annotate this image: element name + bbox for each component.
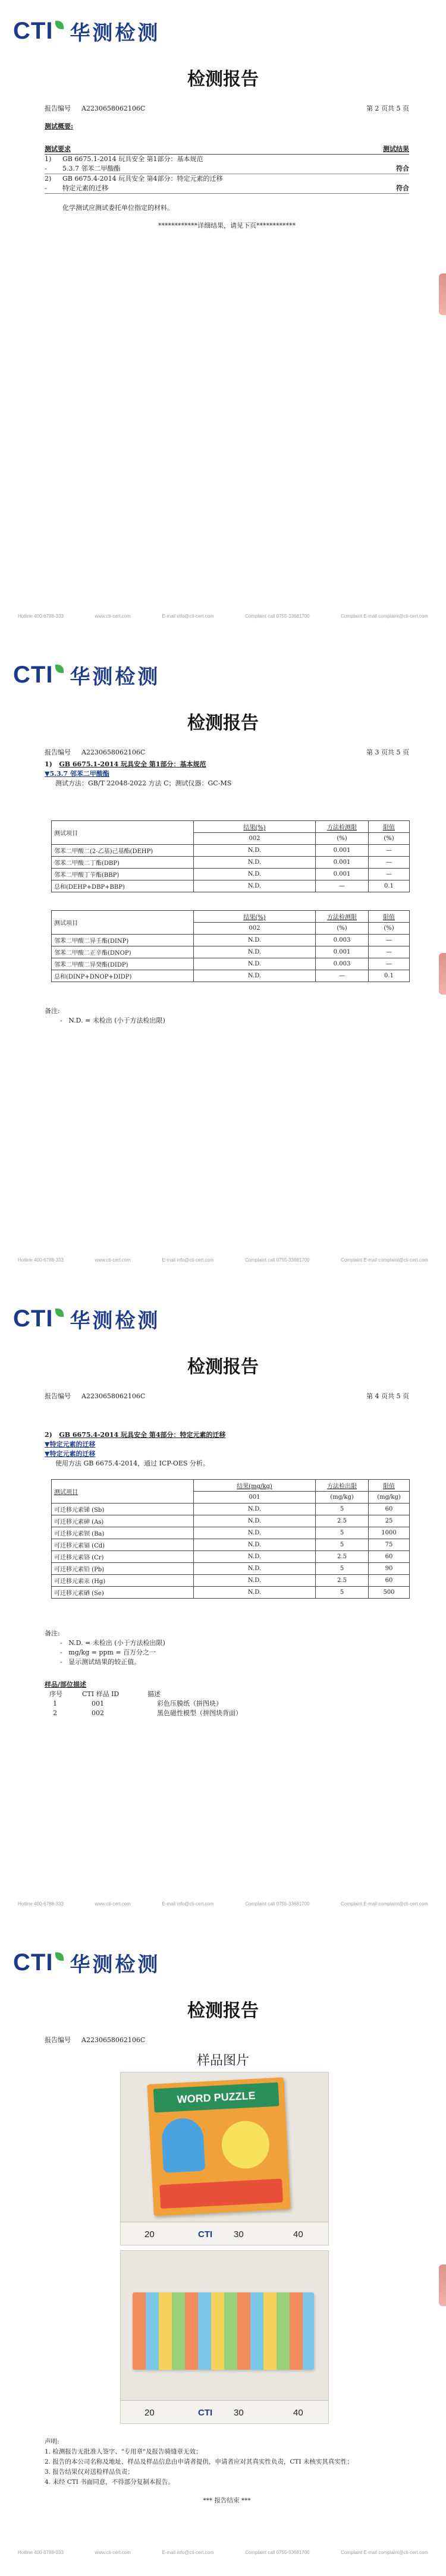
row-result bbox=[373, 174, 409, 184]
report-no: A2230658062106C bbox=[81, 2036, 146, 2044]
ruler-mark: 20 bbox=[145, 2229, 155, 2240]
cell-mdl: 5 bbox=[316, 1587, 369, 1599]
col-limit-unit: (mg/kg) bbox=[369, 1492, 410, 1504]
details-line: ************详细结果，请见下页************ bbox=[158, 222, 296, 229]
col-limit-unit: (%) bbox=[369, 833, 410, 845]
seal-stamp bbox=[439, 953, 446, 995]
ruler-mark: 40 bbox=[293, 2229, 303, 2240]
test-method: 使用方法 GB 6675.4-2014，通过 ICP-OES 分析。 bbox=[55, 1460, 209, 1467]
ruler bbox=[121, 2400, 328, 2423]
ruler-mark: 30 bbox=[234, 2408, 244, 2418]
summary-row bbox=[45, 184, 409, 194]
brand-logo bbox=[13, 1304, 160, 1333]
cell-mdl: 0.003 bbox=[316, 958, 369, 970]
section-no: 2) bbox=[45, 1431, 52, 1439]
table-row bbox=[52, 1563, 410, 1575]
report-meta bbox=[45, 103, 409, 113]
cell-item: 可迁移元素镉 (Cd) bbox=[52, 1539, 194, 1551]
remark-label: 备注: bbox=[45, 1007, 60, 1015]
footer-email: E-mail info@cti-cert.com bbox=[162, 2550, 214, 2555]
report-no: A2230658062106C bbox=[81, 748, 146, 756]
cell-limit: 90 bbox=[369, 1563, 410, 1575]
sub-title: ▼5.3.7 邻苯二甲酸酯 bbox=[45, 770, 109, 778]
col-sample: 002 bbox=[194, 923, 316, 935]
cell-result: N.D. bbox=[194, 1539, 316, 1551]
row-result bbox=[373, 155, 409, 164]
sample-id: 002 bbox=[92, 1709, 104, 1717]
logo-text: CTI bbox=[13, 1306, 54, 1332]
sub-title: ▼特定元素的迁移 bbox=[45, 1440, 96, 1448]
cell-mdl: 0.001 bbox=[316, 845, 369, 857]
cell-result: N.D. bbox=[194, 958, 316, 970]
report-page-3 bbox=[0, 644, 446, 1288]
report-page-2 bbox=[0, 0, 446, 644]
report-no-label: 报告编号 bbox=[45, 2036, 71, 2044]
cell-limit: 25 bbox=[369, 1515, 410, 1527]
cell-result: N.D. bbox=[194, 1587, 316, 1599]
cell-limit: 60 bbox=[369, 1504, 410, 1515]
cell-result: N.D. bbox=[194, 1515, 316, 1527]
page-number: 第 3 页共 5 页 bbox=[366, 748, 409, 756]
col-limit: 限值 bbox=[369, 1480, 410, 1492]
brand-name: 华测检测 bbox=[70, 1953, 161, 1977]
row-result: 符合 bbox=[396, 165, 409, 172]
leaf-icon bbox=[55, 1309, 64, 1317]
cell-mdl: 5 bbox=[316, 1539, 369, 1551]
cell-limit: — bbox=[369, 845, 410, 857]
section-title: GB 6675.4-2014 玩具安全 第4部分：特定元素的迁移 bbox=[59, 1431, 226, 1439]
table-row bbox=[52, 1575, 410, 1587]
footer-complaint-email: Complaint E-mail complaint@cti-cert.com bbox=[341, 1257, 428, 1263]
col-limit: 限值 bbox=[369, 821, 410, 833]
footer-complaint-call: Complaint call 0755-33681700 bbox=[245, 614, 310, 619]
footer-complaint-call: Complaint call 0755-33681700 bbox=[245, 1257, 310, 1263]
cell-result: N.D. bbox=[194, 946, 316, 958]
col-limit: 限值 bbox=[369, 911, 410, 923]
sample-no: 1 bbox=[53, 1700, 57, 1707]
cell-mdl: 0.001 bbox=[316, 946, 369, 958]
table-row bbox=[52, 946, 410, 958]
summary-heading: 测试概要: bbox=[45, 122, 74, 130]
sample-desc: 彩色压膜纸（拼图块） bbox=[157, 1700, 222, 1707]
report-no-label: 报告编号 bbox=[45, 748, 71, 756]
report-meta bbox=[45, 2035, 409, 2045]
table-row bbox=[52, 1587, 410, 1599]
col-sample: 002 bbox=[194, 833, 316, 845]
cell-mdl: 5 bbox=[316, 1527, 369, 1539]
footer-site: www.cti-cert.com bbox=[95, 614, 131, 619]
footer-email: E-mail info@cti-cert.com bbox=[162, 1257, 214, 1263]
cell-limit: 75 bbox=[369, 1539, 410, 1551]
table-row bbox=[52, 869, 410, 880]
report-meta bbox=[45, 1391, 409, 1401]
cell-mdl: 2.5 bbox=[316, 1551, 369, 1563]
section-no: 1) bbox=[45, 760, 52, 768]
cell-item: 可迁移元素锑 (Sb) bbox=[52, 1504, 194, 1515]
cell-limit: 0.1 bbox=[369, 970, 410, 982]
footer-hotline: Hotline 400-6788-333 bbox=[18, 2550, 64, 2555]
footer-complaint-call: Complaint call 0755-33681700 bbox=[245, 1901, 310, 1907]
cell-item: 邻苯二甲酸二丁酯(DBP) bbox=[52, 857, 194, 869]
cell-mdl: 2.5 bbox=[316, 1515, 369, 1527]
cell-item: 邻苯二甲酸丁苄酯(BBP) bbox=[52, 869, 194, 880]
footer-email: E-mail info@cti-cert.com bbox=[162, 614, 214, 619]
row-text: GB 6675.1-2014 玩具安全 第1部分：基本规范 bbox=[62, 155, 203, 163]
ruler-mark: CTI bbox=[198, 2408, 213, 2418]
col-mdl-unit: (mg/kg) bbox=[316, 1492, 369, 1504]
puzzle-box-image bbox=[147, 2077, 290, 2216]
cell-mdl: 0.001 bbox=[316, 869, 369, 880]
element-section bbox=[45, 1430, 409, 1468]
cell-result: N.D. bbox=[194, 1527, 316, 1539]
col-sample: 001 bbox=[194, 1492, 316, 1504]
seal-stamp bbox=[439, 273, 446, 315]
cell-result: N.D. bbox=[194, 935, 316, 946]
summary-section bbox=[45, 122, 409, 231]
col-id: CTI 样品 ID bbox=[82, 1690, 120, 1698]
cell-item: 可迁移元素砷 (As) bbox=[52, 1515, 194, 1527]
sample-header-row bbox=[45, 1690, 409, 1699]
footer-site: www.cti-cert.com bbox=[95, 2550, 131, 2555]
statement-line: 3. 报告结果仅对送检样品负责； bbox=[45, 2468, 134, 2476]
cell-limit: — bbox=[369, 869, 410, 880]
cell-result: N.D. bbox=[194, 857, 316, 869]
sample-id: 001 bbox=[92, 1700, 104, 1707]
cell-mdl: 5 bbox=[316, 1504, 369, 1515]
statement-line: 1. 检测报告无批准人签字、"专用章"及报告骑缝章无效； bbox=[45, 2448, 202, 2455]
row-no: 2) bbox=[45, 175, 52, 183]
report-no: A2230658062106C bbox=[81, 105, 146, 112]
cell-item: 可迁移元素硒 (Se) bbox=[52, 1587, 194, 1599]
ruler-mark: 30 bbox=[234, 2229, 244, 2240]
remark-text: N.D. = 未检出 (小于方法检出限) bbox=[68, 1639, 165, 1647]
logo-text: CTI bbox=[13, 1949, 54, 1976]
cell-result: N.D. bbox=[194, 880, 316, 892]
footer-hotline: Hotline 400-6788-333 bbox=[18, 1901, 64, 1907]
ruler bbox=[121, 2222, 328, 2245]
chemical-note: 化学测试应测试委托单位指定的材料。 bbox=[62, 204, 174, 212]
footer-complaint-call: Complaint call 0755-33681700 bbox=[245, 2550, 310, 2555]
cell-mdl: — bbox=[316, 970, 369, 982]
col-mdl: 方法检出限 bbox=[316, 1480, 369, 1492]
brand-logo bbox=[13, 17, 160, 46]
summary-row bbox=[45, 164, 409, 174]
cell-mdl: 2.5 bbox=[316, 1575, 369, 1587]
cell-item: 可迁移元素汞 (Hg) bbox=[52, 1575, 194, 1587]
cell-item: 可迁移元素钡 (Ba) bbox=[52, 1527, 194, 1539]
remark-text: 显示测试结果的较正值。 bbox=[68, 1658, 141, 1666]
leaf-icon bbox=[55, 21, 64, 29]
cell-mdl: 5 bbox=[316, 1563, 369, 1575]
element-table bbox=[51, 1479, 410, 1599]
leaf-icon bbox=[55, 1952, 64, 1961]
logo-text: CTI bbox=[13, 662, 54, 688]
statement-label: 声明: bbox=[45, 2438, 59, 2445]
page-title: 检测报告 bbox=[187, 2001, 259, 2021]
page-title: 检测报告 bbox=[187, 713, 259, 734]
footer-complaint-email: Complaint E-mail complaint@cti-cert.com bbox=[341, 614, 428, 619]
sample-row bbox=[45, 1709, 409, 1718]
table-row bbox=[52, 1539, 410, 1551]
page-number: 第 2 页共 5 页 bbox=[366, 105, 409, 112]
col-item: 测试项目 bbox=[52, 911, 194, 935]
cell-limit: 0.1 bbox=[369, 880, 410, 892]
footer bbox=[18, 2550, 428, 2555]
report-page-4 bbox=[0, 1288, 446, 1932]
report-end: *** 报告结束 *** bbox=[203, 2497, 251, 2504]
col-item: 测试项目 bbox=[52, 821, 194, 845]
cell-result: N.D. bbox=[194, 845, 316, 857]
table-row bbox=[52, 1551, 410, 1563]
report-no-label: 报告编号 bbox=[45, 105, 71, 112]
cell-item: 可迁移元素铅 (Pb) bbox=[52, 1563, 194, 1575]
report-no-label: 报告编号 bbox=[45, 1392, 71, 1400]
table-row bbox=[52, 970, 410, 982]
ruler-mark: 40 bbox=[293, 2408, 303, 2418]
cell-mdl: 0.001 bbox=[316, 857, 369, 869]
col-limit-unit: (%) bbox=[369, 923, 410, 935]
cell-result: N.D. bbox=[194, 1575, 316, 1587]
cell-result: N.D. bbox=[194, 1504, 316, 1515]
row-no: 1) bbox=[45, 155, 52, 163]
cell-limit: 500 bbox=[369, 1587, 410, 1599]
footer-email: E-mail info@cti-cert.com bbox=[162, 1901, 214, 1907]
cell-item: 可迁移元素铬 (Cr) bbox=[52, 1551, 194, 1563]
cell-item: 邻苯二甲酸二异壬酯(DINP) bbox=[52, 935, 194, 946]
cell-limit: 60 bbox=[369, 1551, 410, 1563]
col-mdl: 方法检测限 bbox=[316, 821, 369, 833]
leaf-icon bbox=[55, 665, 64, 673]
summary-header-row bbox=[45, 144, 409, 155]
sample-row bbox=[45, 1699, 409, 1709]
sample-desc: 黑色磁性模型（拼图块背面） bbox=[157, 1709, 242, 1717]
sub-title-repeat: ▼特定元素的迁移 bbox=[45, 1450, 96, 1458]
col-item: 测试项目 bbox=[52, 1480, 194, 1504]
cell-result: N.D. bbox=[194, 869, 316, 880]
statement-line: 2. 报告的本公司名称及地址、样品及样品信息由申请者提供，申请者应对其真实性负责，CTI 未核实其真实性； bbox=[45, 2458, 353, 2465]
cell-limit: 60 bbox=[369, 1575, 410, 1587]
col-result: 结果(%) bbox=[194, 821, 316, 833]
phthalate-section bbox=[45, 760, 409, 788]
col-desc: 描述 bbox=[147, 1690, 161, 1698]
cell-result: N.D. bbox=[194, 970, 316, 982]
page-title: 检测报告 bbox=[187, 1357, 259, 1377]
table-row bbox=[52, 845, 410, 857]
remark-label: 备注: bbox=[45, 1630, 60, 1637]
page-title: 检测报告 bbox=[187, 69, 259, 90]
remarks: 备注: - N.D. = 未检出 (小于方法检出限) - mg/kg = ppm = 百万分之一 - 显示测试结果的较正值。 bbox=[45, 1629, 409, 1667]
row-result: 符合 bbox=[396, 184, 409, 192]
row-no: - bbox=[45, 184, 47, 192]
report-meta bbox=[45, 747, 409, 757]
cell-mdl: 0.003 bbox=[316, 935, 369, 946]
sample-photo-pieces bbox=[120, 2250, 329, 2424]
footer-complaint-email: Complaint E-mail complaint@cti-cert.com bbox=[341, 1901, 428, 1907]
cell-item: 总和(DINP+DNOP+DIDP) bbox=[52, 970, 194, 982]
footer bbox=[18, 1257, 428, 1263]
footer-complaint-email: Complaint E-mail complaint@cti-cert.com bbox=[341, 2550, 428, 2555]
footer-site: www.cti-cert.com bbox=[95, 1257, 131, 1263]
table-row bbox=[52, 1527, 410, 1539]
sample-photo-box bbox=[120, 2072, 329, 2245]
req-heading: 测试要求 bbox=[45, 145, 71, 153]
summary-row bbox=[45, 155, 409, 164]
col-mdl-unit: (%) bbox=[316, 923, 369, 935]
test-method: 测试方法：GB/T 22048-2022 方法 C；测试仪器：GC-MS bbox=[55, 779, 232, 787]
cell-limit: — bbox=[369, 857, 410, 869]
table-row bbox=[52, 958, 410, 970]
footer-hotline: Hotline 400-6788-333 bbox=[18, 614, 64, 619]
table-row bbox=[52, 857, 410, 869]
col-mdl: 方法检测限 bbox=[316, 911, 369, 923]
table-row bbox=[52, 880, 410, 892]
phthalate-table-1 bbox=[51, 820, 410, 892]
ruler-mark: 20 bbox=[145, 2408, 155, 2418]
cell-item: 邻苯二甲酸二异癸酯(DIDP) bbox=[52, 958, 194, 970]
table-row bbox=[52, 935, 410, 946]
cell-item: 总和(DEHP+DBP+BBP) bbox=[52, 880, 194, 892]
brand-name: 华测检测 bbox=[70, 1309, 161, 1333]
footer bbox=[18, 614, 428, 619]
footer bbox=[18, 1901, 428, 1907]
col-result: 结果(%) bbox=[194, 911, 316, 923]
cell-limit: — bbox=[369, 935, 410, 946]
statement bbox=[45, 2437, 409, 2506]
photo-title: 样品图片 bbox=[196, 2053, 249, 2068]
row-no: - bbox=[45, 165, 47, 172]
result-heading: 测试结果 bbox=[383, 145, 409, 153]
sample-heading: 样品/部位描述 bbox=[45, 1681, 87, 1688]
remarks: 备注: - N.D. = 未检出 (小于方法检出限) bbox=[45, 1007, 409, 1026]
statement-line: 4. 未经 CTI 书面同意，不得部分复制本报告。 bbox=[45, 2479, 174, 2486]
footer-site: www.cti-cert.com bbox=[95, 1901, 131, 1907]
seal-stamp bbox=[439, 2264, 446, 2306]
sample-no: 2 bbox=[53, 1709, 57, 1717]
cell-mdl: — bbox=[316, 880, 369, 892]
box-caption: WORD PUZZLE bbox=[153, 2083, 279, 2113]
brand-name: 华测检测 bbox=[70, 21, 161, 45]
report-no: A2230658062106C bbox=[81, 1392, 146, 1400]
row-text: GB 6675.4-2014 玩具安全 第4部分：特定元素的迁移 bbox=[62, 175, 223, 183]
brand-name: 华测检测 bbox=[70, 665, 161, 689]
cell-result: N.D. bbox=[194, 1563, 316, 1575]
row-text: 5.3.7 邻苯二甲酸酯 bbox=[62, 165, 121, 172]
footer-hotline: Hotline 400-6788-333 bbox=[18, 1257, 64, 1263]
cell-limit: — bbox=[369, 958, 410, 970]
puzzle-pieces-image bbox=[133, 2292, 314, 2370]
logo-text: CTI bbox=[13, 18, 54, 44]
cell-item: 邻苯二甲酸二正辛酯(DNOP) bbox=[52, 946, 194, 958]
sample-description bbox=[45, 1680, 409, 1718]
brand-logo bbox=[13, 660, 160, 690]
remark-text: mg/kg = ppm = 百万分之一 bbox=[68, 1649, 156, 1656]
col-result: 结果(mg/kg) bbox=[194, 1480, 316, 1492]
cell-item: 邻苯二甲酸二(2-乙基)己基酯(DEHP) bbox=[52, 845, 194, 857]
row-text: 特定元素的迁移 bbox=[62, 184, 108, 192]
cell-result: N.D. bbox=[194, 1551, 316, 1563]
table-row bbox=[52, 1515, 410, 1527]
ruler-mark: CTI bbox=[198, 2229, 213, 2240]
summary-row bbox=[45, 174, 409, 184]
col-no: 序号 bbox=[49, 1690, 62, 1698]
table-row bbox=[52, 1504, 410, 1515]
brand-logo bbox=[13, 1948, 160, 1977]
section-title: GB 6675.1-2014 玩具安全 第1部分：基本规范 bbox=[59, 760, 206, 768]
col-mdl-unit: (%) bbox=[316, 833, 369, 845]
page-number: 第 4 页共 5 页 bbox=[366, 1392, 409, 1400]
cell-limit: 1000 bbox=[369, 1527, 410, 1539]
remark-text: N.D. = 未检出 (小于方法检出限) bbox=[68, 1017, 165, 1024]
report-page-5 bbox=[0, 1932, 446, 2576]
cell-limit: — bbox=[369, 946, 410, 958]
phthalate-table-2 bbox=[51, 910, 410, 982]
